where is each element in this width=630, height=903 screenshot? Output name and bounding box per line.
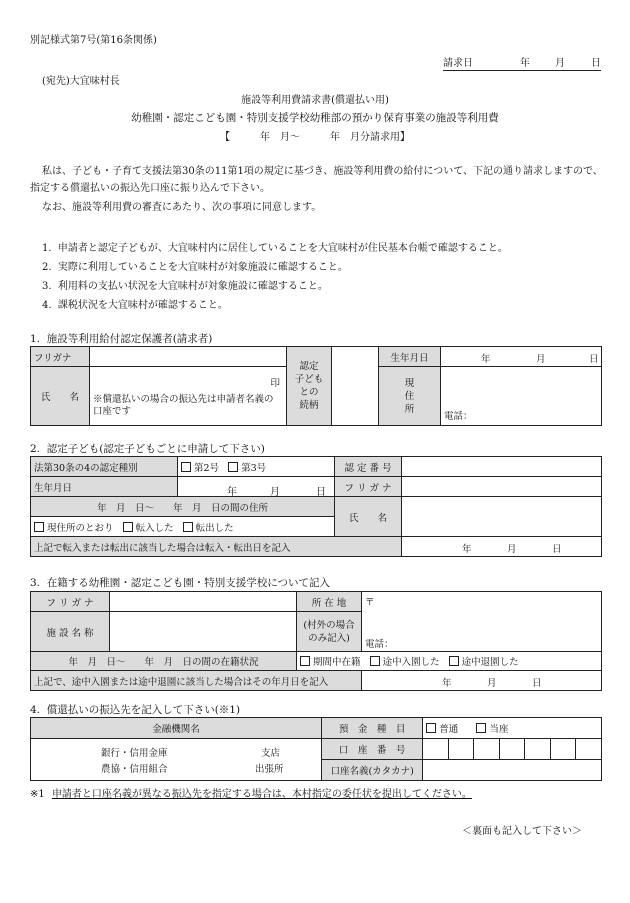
bank-type2: 農協・信用組合 [101, 764, 168, 775]
request-day: 日 [591, 58, 601, 69]
bank-name-label: 金融機関名 [31, 718, 322, 739]
same-address-checkbox[interactable] [34, 522, 44, 532]
account-holder-label: 口座名義(カタカナ) [322, 760, 423, 781]
period-address-label: 年 月 日～ 年 月 日の間の住所 [31, 497, 335, 517]
footnote-mark: ※1 [30, 789, 45, 800]
reverse-side-note: ＜裏面も記入して下さい＞ [462, 826, 582, 837]
facility-name-field[interactable] [110, 612, 297, 652]
claim-period: 【 年 月～ 年 月分請求用】 [220, 132, 410, 143]
bank-type1: 銀行・信用金庫 [101, 748, 168, 759]
enrollment-period-label: 年 月 日～ 年 月 日の間の在籍状況 [31, 652, 297, 671]
cert-type-label: 法第30条の4の認定種別 [31, 457, 178, 477]
guardian-address-field[interactable] [441, 367, 602, 426]
enrolled-checkbox[interactable] [300, 656, 310, 666]
cert-no-field[interactable] [402, 457, 602, 477]
consent-item: 3. 利用料の支払い状況を大宜味村が対象施設に確認すること。 [42, 281, 328, 292]
footnote [30, 785, 472, 800]
request-date-label: 請求日 [443, 58, 473, 69]
child-name-label: 氏 名 [335, 497, 402, 537]
entry-date-field[interactable]: 年 月 日 [362, 671, 602, 691]
guardian-furigana-label: フリガナ [31, 347, 90, 367]
facility-tel-label: 電話： [365, 639, 394, 650]
account-holder-field[interactable] [423, 760, 602, 781]
request-year: 年 [520, 58, 530, 69]
bank-table [30, 717, 602, 781]
intro-consent: なお、施設等利用費の審査にあたり、次の事項に同意します。 [42, 202, 322, 213]
section3-title: 3. 在籍する幼稚園・認定こども園・特別支援学校について記入 [30, 577, 330, 589]
enrollment-options[interactable]: 期間中在籍 途中入園した 途中退園した [297, 652, 602, 671]
child-birth-month: 月 [270, 487, 280, 498]
guardian-birth-label: 生年月日 [379, 347, 441, 367]
child-birth-field[interactable] [178, 477, 335, 497]
account-digit[interactable] [550, 739, 576, 760]
guardian-name-field[interactable] [90, 367, 287, 426]
cert-no-label: 認 定 番 号 [335, 457, 402, 477]
entered-checkbox[interactable] [370, 656, 380, 666]
child-birth-year: 年 [227, 487, 237, 498]
account-digit[interactable] [525, 739, 551, 760]
guardian-furigana-field[interactable] [90, 347, 287, 367]
guardian-tel-label: 電話： [444, 411, 473, 423]
form-subtitle: 幼稚園・認定こども園・特別支援学校幼稚部の預かり保育事業の施設等利用費 [131, 112, 499, 124]
address-status-options[interactable]: 現住所のとおり 転入した 転出した [31, 517, 335, 537]
ordinary-checkbox[interactable] [426, 723, 436, 733]
child-birth-label: 生年月日 [31, 477, 178, 497]
facility-name-label: 施 設 名 称 [31, 612, 110, 652]
move-date-field[interactable]: 年 月 日 [402, 537, 602, 557]
account-note: ※償還払いの場合の振込先は申請者名義の口座です [93, 394, 274, 418]
moved-in-checkbox[interactable] [123, 522, 133, 532]
account-digit[interactable] [448, 739, 474, 760]
section2-title: 2. 認定子ども(認定子どもごとに申請して下さい) [30, 443, 265, 455]
outside-note: (村外の場合 のみ記入) [297, 612, 362, 652]
guardian-table [30, 346, 602, 426]
account-digit[interactable] [576, 739, 602, 760]
facility-furigana-field[interactable] [110, 592, 297, 612]
guardian-name-label: 氏 名 [31, 367, 90, 426]
child-table [30, 456, 602, 557]
relation-label: 認定 子ども との 続柄 [287, 347, 332, 426]
type2-checkbox[interactable] [181, 462, 191, 472]
facility-table [30, 591, 602, 691]
consent-item: 2. 実際に利用していることを大宜味村が対象施設に確認すること。 [42, 262, 348, 273]
account-digit[interactable] [499, 739, 525, 760]
intro-paragraph: 私は、子ども・子育て支援法第30条の11第1項の規定に基づき、施設等利用費の給付について、下記の通り請求しますので、指定する償還払いの振込先口座に振り込んで下さい。 [30, 166, 603, 194]
move-date-note: 上記で転入または転出に該当した場合は転入・転出日を記入 [31, 537, 402, 557]
guardian-birth-field[interactable]: 年 月 日 [441, 347, 602, 367]
cert-type-options[interactable]: 第2号 第3号 [178, 457, 335, 477]
form-number: 別記様式第7号(第16条関係) [30, 35, 157, 46]
bank-name-field[interactable] [31, 739, 322, 781]
request-date-row [443, 54, 601, 71]
left-checkbox[interactable] [449, 656, 459, 666]
form-title: 施設等利用費請求書(償還払い用) [241, 95, 389, 106]
account-digit[interactable] [474, 739, 500, 760]
type3-checkbox[interactable] [228, 462, 238, 472]
postal-mark: 〒 [365, 597, 375, 608]
deposit-type-label: 預 金 種 目 [322, 718, 423, 739]
current-checkbox[interactable] [476, 723, 486, 733]
consent-item: 4. 課税状況を大宜味村が確認すること。 [42, 300, 228, 311]
request-month: 月 [555, 58, 565, 69]
account-no-label: 口 座 番 号 [322, 739, 423, 760]
address-label: 現 住 所 [379, 367, 441, 426]
entry-date-note: 上記で、途中入園または途中退園に該当した場合はその年月日を記入 [31, 671, 362, 691]
branch-label: 支店 [261, 748, 281, 759]
office-label: 出張所 [255, 764, 284, 775]
account-digit[interactable] [423, 739, 449, 760]
moved-out-checkbox[interactable] [183, 522, 193, 532]
section1-title: 1. 施設等利用給付認定保護者(請求者) [30, 333, 213, 345]
footnote-text: 申請者と口座名義が異なる振込先を指定する場合は、本村指定の委任状を提出してください。 [51, 789, 472, 800]
location-field[interactable] [362, 592, 602, 652]
consent-item: 1. 申請者と認定子どもが、大宜味村内に居住していることを大宜味村が住民基本台帳で確認すること。 [42, 243, 508, 254]
child-birth-day: 日 [316, 487, 326, 498]
addressee: (宛先)大宜味村長 [42, 76, 120, 87]
child-furigana-field[interactable] [402, 477, 602, 497]
deposit-type-options[interactable]: 普通 当座 [423, 718, 602, 739]
seal-mark: 印 [270, 378, 280, 390]
relation-field[interactable] [332, 347, 379, 426]
child-furigana-label: フ リ ガ ナ [335, 477, 402, 497]
child-name-field[interactable] [402, 497, 602, 537]
facility-furigana-label: フ リ ガ ナ [31, 592, 110, 612]
location-label: 所 在 地 [297, 592, 362, 612]
section4-title: 4. 償還払いの振込先を記入して下さい(※1) [30, 704, 241, 716]
